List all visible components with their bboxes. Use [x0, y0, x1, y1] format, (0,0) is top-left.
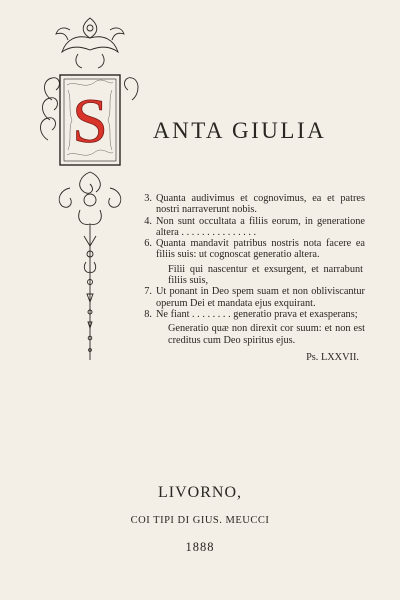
verse-number: 3. [144, 193, 152, 204]
verse-continuation: Filii qui nascentur et exsurgent, et narrabunt filiis suis, [168, 263, 363, 287]
verse-text: Non sunt occultata a filiis eorum, in generatione altera . . . . . . . . . . . . . . . [156, 215, 365, 238]
verse-item [130, 238, 365, 261]
imprint-printer: COI TIPI DI GIUS. MEUCCI [130, 515, 270, 526]
imprint-year: 1888 [185, 540, 215, 554]
verse-text: Quanta mandavit patribus nostris nota facere ea filiis suis: ut cognoscat generatio altera. [156, 238, 365, 261]
verse-item [130, 193, 365, 216]
verse-item [130, 286, 365, 309]
verse-number: 8. [144, 308, 152, 320]
imprint-city: LIVORNO, [158, 484, 242, 501]
ornamental-initial-column [40, 10, 140, 370]
verse-number: 6. [144, 238, 152, 250]
verse-text: Ut ponant in Deo spem suam et non obliviscantur operum Dei et mandata ejus exquirant. [156, 286, 365, 309]
psalm-reference: Ps. LXXVII. [306, 351, 359, 363]
verse-number: 7. [144, 286, 152, 298]
verse-item [130, 216, 365, 239]
psalm-verses [130, 193, 365, 363]
verse-text: Quanta audivimus et cognovimus, ea et patres nostri narraverunt nobis. [156, 193, 365, 216]
illuminated-initial: S [72, 85, 108, 156]
verse-item [130, 309, 365, 320]
verse-number: 4. [144, 215, 152, 227]
verse-continuation: Generatio quæ non direxit cor suum: et non est creditus cum Deo spiritus ejus. [168, 323, 365, 346]
page-title: ANTA GIULIA [153, 118, 327, 143]
verse-text: Ne fiant . . . . . . . . generatio prava et exasperans; [156, 308, 358, 320]
